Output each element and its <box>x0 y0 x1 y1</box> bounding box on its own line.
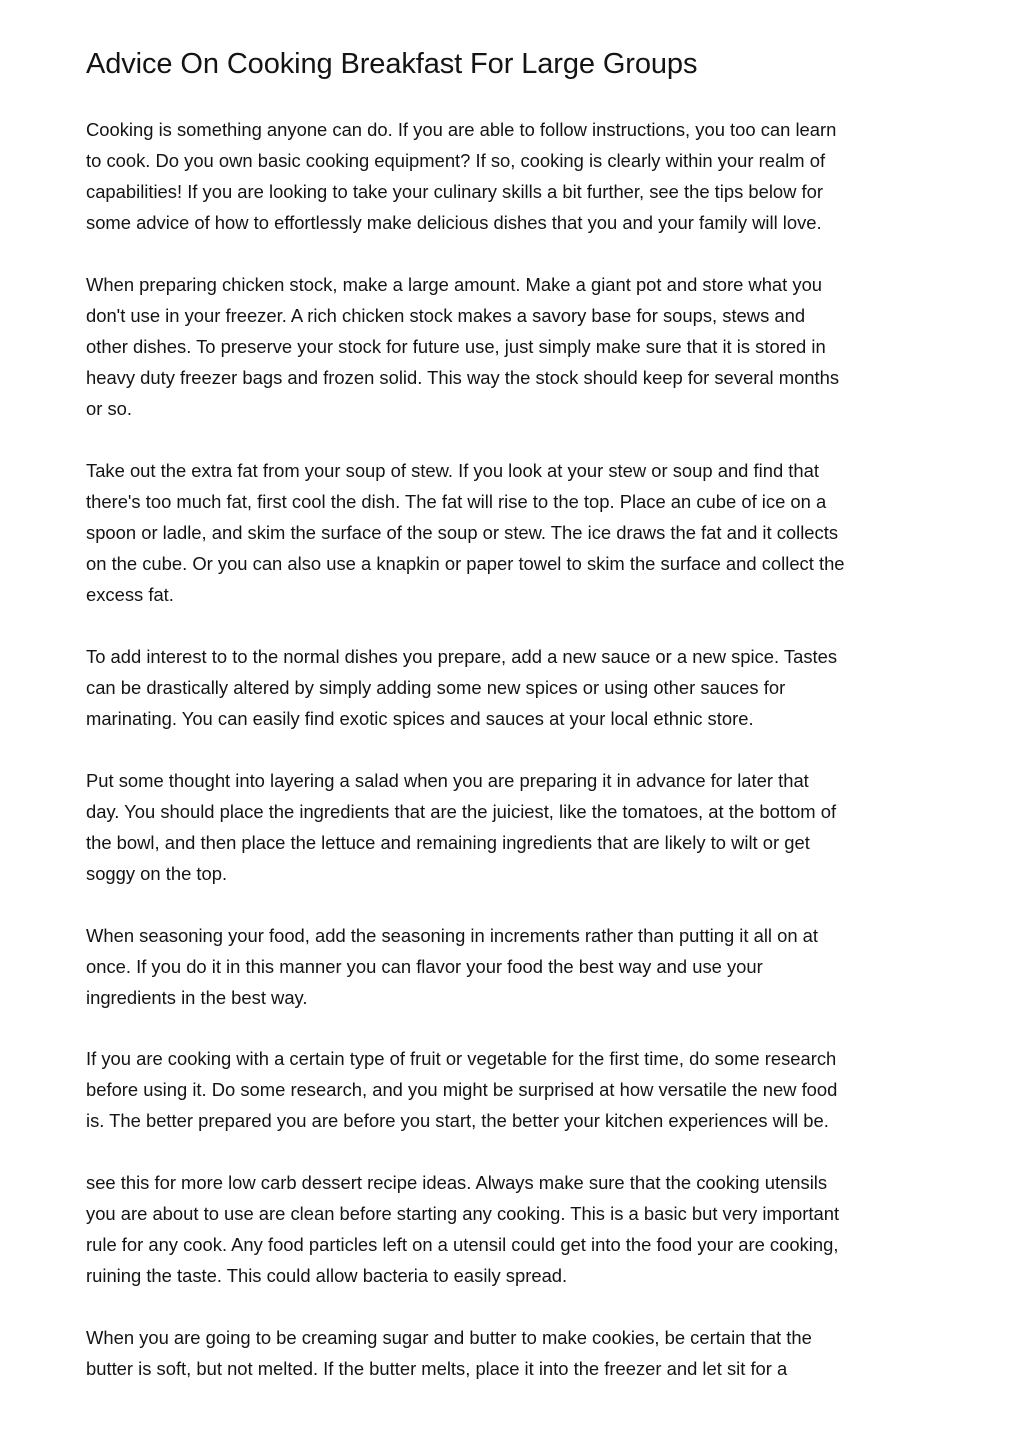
text-line: see this for more low carb dessert recipe ideas. Always make sure that the cooking utensils <box>86 1172 828 1193</box>
text-line: other dishes. To preserve your stock for future use, just simply make sure that it is stored in <box>86 336 826 357</box>
text-line: or so. <box>86 398 132 419</box>
text-line: before using it. Do some research, and you might be surprised at how versatile the new food <box>86 1079 838 1100</box>
text-line: Take out the extra fat from your soup of stew. If you look at your stew or soup and find that <box>86 460 819 481</box>
text-line: capabilities! If you are looking to take your culinary skills a bit further, see the tips below for <box>86 181 824 202</box>
text-line: When you are going to be creaming sugar and butter to make cookies, be certain that the <box>86 1327 812 1348</box>
text-line: can be drastically altered by simply adding some new spices or using other sauces for <box>86 677 786 698</box>
text-line: some advice of how to effortlessly make delicious dishes that you and your family will love. <box>86 212 822 233</box>
text-line: When preparing chicken stock, make a large amount. Make a giant pot and store what you <box>86 274 823 295</box>
text-line: on the cube. Or you can also use a knapkin or paper towel to skim the surface and collect the <box>86 553 845 574</box>
text-line: Put some thought into layering a salad when you are preparing it in advance for later that <box>86 770 809 791</box>
paragraph-1 <box>86 114 836 238</box>
text-line: rule for any cook. Any food particles left on a utensil could get into the food your are cooking, <box>86 1234 839 1255</box>
paragraph-6 <box>86 920 818 1013</box>
paragraph-5 <box>86 765 836 889</box>
text-line: When seasoning your food, add the seasoning in increments rather than putting it all on at <box>86 925 818 946</box>
paragraph-7 <box>86 1043 837 1136</box>
text-line: ingredients in the best way. <box>86 987 308 1008</box>
paragraph-9 <box>86 1322 812 1384</box>
text-line: marinating. You can easily find exotic spices and sauces at your local ethnic store. <box>86 708 754 729</box>
text-line: don't use in your freezer. A rich chicken stock makes a savory base for soups, stews and <box>86 305 806 326</box>
text-line: is. The better prepared you are before you start, the better your kitchen experiences will be. <box>86 1110 829 1131</box>
paragraph-2 <box>86 269 839 424</box>
text-line: once. If you do it in this manner you can flavor your food the best way and use your <box>86 956 763 977</box>
text-line: butter is soft, but not melted. If the butter melts, place it into the freezer and let sit for a <box>86 1358 788 1379</box>
text-line: excess fat. <box>86 584 174 605</box>
text-line: day. You should place the ingredients that are the juiciest, like the tomatoes, at the bottom of <box>86 801 837 822</box>
paragraph-3 <box>86 455 845 610</box>
text-line: If you are cooking with a certain type of fruit or vegetable for the first time, do some research <box>86 1048 837 1069</box>
page-title: Advice On Cooking Breakfast For Large Groups <box>86 48 698 80</box>
text-line: you are about to use are clean before starting any cooking. This is a basic but very important <box>86 1203 840 1224</box>
text-line: soggy on the top. <box>86 863 228 884</box>
text-line: there's too much fat, first cool the dish. The fat will rise to the top. Place an cube of ice on a <box>86 491 827 512</box>
paragraph-8 <box>86 1167 839 1291</box>
text-line: to cook. Do you own basic cooking equipment? If so, cooking is clearly within your realm of <box>86 150 826 171</box>
text-line: spoon or ladle, and skim the surface of the soup or stew. The ice draws the fat and it collects <box>86 522 839 543</box>
text-line: ruining the taste. This could allow bacteria to easily spread. <box>86 1265 568 1286</box>
text-line: the bowl, and then place the lettuce and remaining ingredients that are likely to wilt or get <box>86 832 810 853</box>
text-line: Cooking is something anyone can do. If you are able to follow instructions, you too can learn <box>86 119 837 140</box>
text-line: To add interest to to the normal dishes you prepare, add a new sauce or a new spice. Tastes <box>86 646 838 667</box>
text-line: heavy duty freezer bags and frozen solid. This way the stock should keep for several months <box>86 367 840 388</box>
paragraph-4 <box>86 641 837 734</box>
